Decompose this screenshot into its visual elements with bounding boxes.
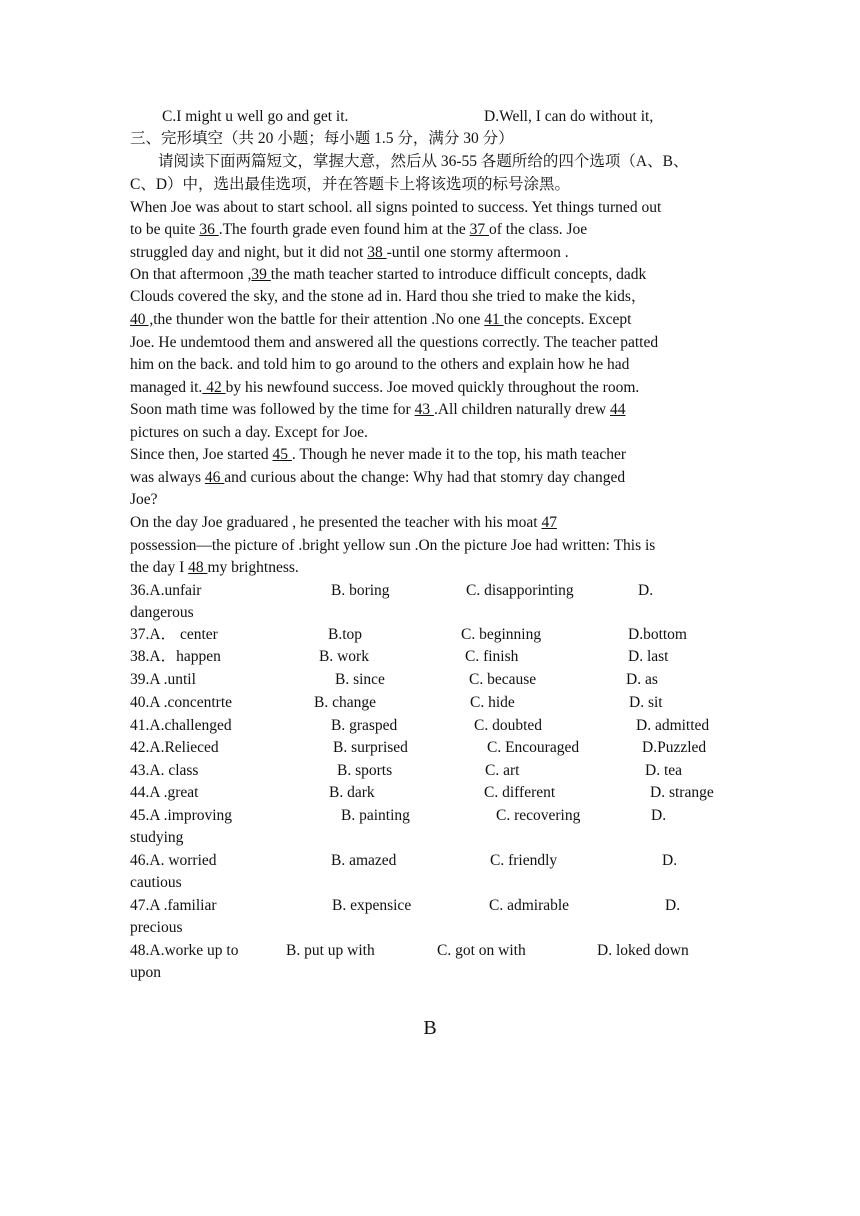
question-44-a: 44.A .great (130, 784, 199, 801)
question-37-c: C. beginning (461, 626, 542, 643)
passage-line: the day I 48 my brightness. (130, 559, 299, 576)
prev-choice-d: D.Well, I can do without it, (484, 108, 654, 125)
question-48-d: D. loked down (597, 942, 689, 959)
blank-40: 40 , (130, 311, 154, 328)
question-40-a: 40.A .concentrte (130, 694, 233, 711)
question-43-a: 43.A. class (130, 762, 199, 779)
question-47-d-cont: precious (130, 919, 183, 936)
question-44-d: D. strange (650, 784, 714, 801)
passage-line: Clouds covered the sky, and the stone ad in. Hard thou she tried to make the kids， (130, 288, 647, 305)
passage-line: him on the back. and told him to go around to the others and explain how he had (130, 356, 630, 373)
question-47-c: C. admirable (489, 897, 570, 914)
question-39-a: 39.A .until (130, 671, 196, 688)
question-44-b: B. dark (329, 784, 375, 801)
blank-43: 43 (414, 401, 434, 418)
instruction-line-1: 请阅读下面两篇短文，掌握大意，然后从 36-55 各题所给的四个选项（A、B、 (158, 153, 689, 170)
question-42-b: B. surprised (333, 739, 408, 756)
passage-line: 40 ,the thunder won the battle for their attention .No one 41 the concepts. Except (130, 311, 632, 328)
question-36-c: C. disapporinting (466, 582, 574, 599)
passage-line: On that aftermoon ,39 the math teacher started to introduce difficult concepts, dadk (130, 266, 647, 283)
instruction-line-2: C、D）中，选出最佳选项，并在答题卡上将该选项的标号涂黑。 (130, 176, 571, 193)
blank-47: 47 (541, 514, 557, 531)
question-41-b: B. grasped (331, 717, 398, 734)
passage-line: managed it. 42 by his newfound success. Joe moved quickly throughout the room. (130, 379, 640, 396)
passage-line: Joe? (130, 491, 158, 508)
question-36-d-cont: dangerous (130, 604, 194, 621)
blank-38: 38 (367, 244, 387, 261)
question-48-d-cont: upon (130, 964, 161, 981)
question-39-c: C. because (469, 671, 537, 688)
passage-line: to be quite 36 .The fourth grade even found him at the 37 of the class. Joe (130, 221, 588, 238)
question-38-c: C. finish (465, 648, 519, 665)
question-41-a: 41.A.challenged (130, 717, 232, 734)
question-40-d: D. sit (629, 694, 663, 711)
passage-line: struggled day and night, but it did not 38 -until one stormy aftermoon . (130, 244, 569, 261)
passage-line: possession—the picture of .bright yellow sun .On the picture Joe had written: This is (130, 537, 656, 554)
question-41-d: D. admitted (636, 717, 710, 734)
question-45-a: 45.A .improving (130, 807, 233, 824)
passage-line: was always 46 and curious about the change: Why had that stomry day changed (130, 469, 626, 486)
question-46-d-cont: cautious (130, 874, 182, 891)
question-39-d: D. as (626, 671, 658, 688)
question-40-c: C. hide (470, 694, 515, 711)
question-40-b: B. change (314, 694, 376, 711)
blank-46: 46 (204, 469, 225, 486)
question-48-c: C. got on with (437, 942, 526, 959)
blank-45: 45 (272, 446, 292, 463)
question-38-a: 38.A．happen (130, 648, 221, 665)
section-heading: 三、完形填空（共 20 小题；每小题 1.5 分，满分 30 分） (130, 130, 514, 147)
question-45-d-cont: studying (130, 829, 184, 846)
question-47-d: D. (665, 897, 681, 914)
question-42-a: 42.A.Relieced (130, 739, 219, 756)
question-47-b: B. expensice (332, 897, 412, 914)
question-46-c: C. friendly (490, 852, 558, 869)
question-45-b: B. painting (341, 807, 410, 824)
question-47-a: 47.A .familiar (130, 897, 217, 914)
blank-41: 41 (484, 311, 504, 328)
question-45-c: C. recovering (496, 807, 581, 824)
question-43-c: C. art (485, 762, 520, 779)
question-42-c: C. Encouraged (487, 739, 580, 756)
passage-line: On the day Joe graduared , he presented the teacher with his moat 47 (130, 514, 557, 531)
question-37-b: B.top (328, 626, 363, 643)
blank-42: 42 (202, 379, 226, 396)
blank-37: 37 (469, 221, 489, 238)
question-38-d: D. last (628, 648, 669, 665)
passage-line: Since then, Joe started 45 . Though he never made it to the top, his math teacher (130, 446, 627, 463)
question-42-d: D.Puzzled (642, 739, 707, 756)
question-46-a: 46.A. worried (130, 852, 217, 869)
question-36-a: 36.A.unfair (130, 582, 202, 599)
question-48-b: B. put up with (286, 942, 375, 959)
passage-line: Joe. He undemtood them and answered all the questions correctly. The teacher patted (130, 334, 659, 351)
question-43-d: D. tea (645, 762, 683, 779)
question-37-d: D.bottom (628, 626, 687, 643)
section-b-label: B (423, 1017, 437, 1039)
question-39-b: B. since (335, 671, 385, 688)
question-46-d: D. (662, 852, 678, 869)
question-44-c: C. different (484, 784, 556, 801)
blank-39: 39 (251, 266, 271, 283)
passage-line: pictures on such a day. Except for Joe. (130, 424, 368, 441)
blank-44: 44 (609, 401, 626, 418)
question-41-c: C. doubted (474, 717, 543, 734)
blank-48: 48 (188, 559, 208, 576)
passage-line: Soon math time was followed by the time for 43 .All children naturally drew 44 (130, 401, 626, 418)
question-38-b: B. work (319, 648, 369, 665)
question-37-a: 37.A． center (130, 626, 218, 643)
prev-choice-c: C.I might u well go and get it. (162, 108, 349, 125)
passage-line: When Joe was about to start school. all signs pointed to success. Yet things turned out (130, 199, 662, 216)
question-36-b: B. boring (331, 582, 390, 599)
blank-36: 36 (199, 221, 219, 238)
question-46-b: B. amazed (331, 852, 397, 869)
question-48-a: 48.A.worke up to (130, 942, 239, 959)
question-43-b: B. sports (337, 762, 393, 779)
question-36-d: D. (638, 582, 654, 599)
question-45-d: D. (651, 807, 667, 824)
